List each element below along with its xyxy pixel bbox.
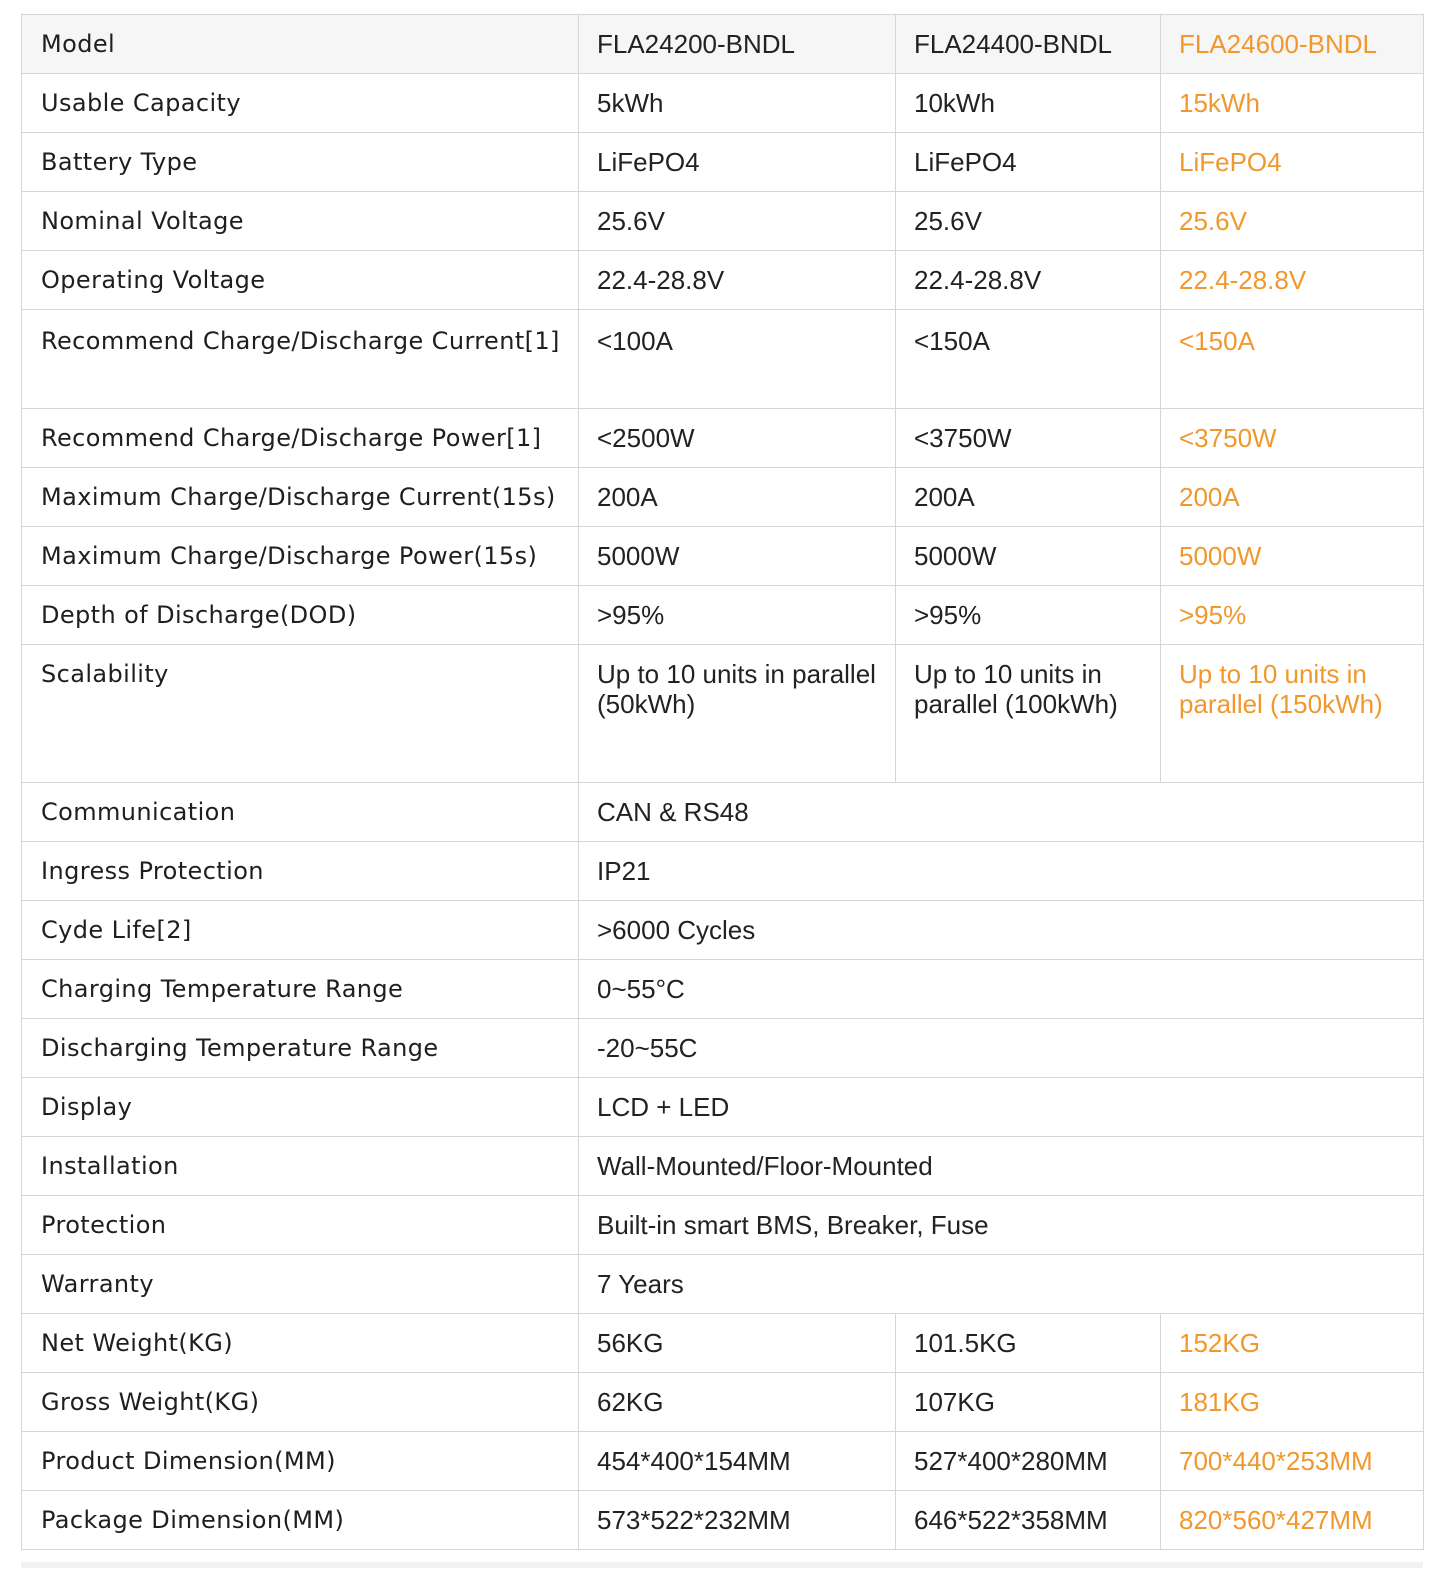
- cell: >95%: [579, 586, 896, 645]
- header-label: Model: [22, 15, 579, 74]
- bottom-divider: [21, 1562, 1423, 1568]
- cell-highlight: 820*560*427MM: [1161, 1491, 1424, 1550]
- cell: 527*400*280MM: [896, 1432, 1161, 1491]
- row-label: Scalability: [22, 645, 579, 783]
- cell-highlight: 22.4-28.8V: [1161, 251, 1424, 310]
- row-label: Discharging Temperature Range: [22, 1019, 579, 1078]
- cell: 62KG: [579, 1373, 896, 1432]
- row-label: Ingress Protection: [22, 842, 579, 901]
- model-2: FLA24400-BNDL: [896, 15, 1161, 74]
- cell-merged: >6000 Cycles: [579, 901, 1424, 960]
- cell-highlight: 152KG: [1161, 1314, 1424, 1373]
- cell-highlight: <3750W: [1161, 409, 1424, 468]
- row-label: Display: [22, 1078, 579, 1137]
- table-row: [22, 1491, 1424, 1550]
- cell: 200A: [896, 468, 1161, 527]
- table-row: [22, 310, 1424, 409]
- cell: Up to 10 units in parallel (100kWh): [896, 645, 1161, 783]
- table-row: [22, 1137, 1424, 1196]
- cell-merged: CAN & RS48: [579, 783, 1424, 842]
- cell: 22.4-28.8V: [896, 251, 1161, 310]
- table-row: [22, 133, 1424, 192]
- table-row: [22, 74, 1424, 133]
- cell: 101.5KG: [896, 1314, 1161, 1373]
- table-row: [22, 409, 1424, 468]
- cell: 10kWh: [896, 74, 1161, 133]
- table-row: [22, 192, 1424, 251]
- cell-highlight: 25.6V: [1161, 192, 1424, 251]
- row-label: Gross Weight(KG): [22, 1373, 579, 1432]
- row-label: Battery Type: [22, 133, 579, 192]
- cell: >95%: [896, 586, 1161, 645]
- cell: 56KG: [579, 1314, 896, 1373]
- cell: Up to 10 units in parallel (50kWh): [579, 645, 896, 783]
- row-label: Depth of Discharge(DOD): [22, 586, 579, 645]
- cell-merged: 0~55°C: [579, 960, 1424, 1019]
- row-label: Recommend Charge/Discharge Power[1]: [22, 409, 579, 468]
- table-row: [22, 960, 1424, 1019]
- cell-merged: Built-in smart BMS, Breaker, Fuse: [579, 1196, 1424, 1255]
- cell: 25.6V: [896, 192, 1161, 251]
- table-row: [22, 1078, 1424, 1137]
- cell-highlight: LiFePO4: [1161, 133, 1424, 192]
- cell-merged: 7 Years: [579, 1255, 1424, 1314]
- cell: 454*400*154MM: [579, 1432, 896, 1491]
- row-label: Maximum Charge/Discharge Current(15s): [22, 468, 579, 527]
- row-label: Protection: [22, 1196, 579, 1255]
- table-row: [22, 1255, 1424, 1314]
- cell: 646*522*358MM: [896, 1491, 1161, 1550]
- cell: 5000W: [579, 527, 896, 586]
- cell-merged: LCD + LED: [579, 1078, 1424, 1137]
- cell: 25.6V: [579, 192, 896, 251]
- table-row: [22, 468, 1424, 527]
- table-row: [22, 645, 1424, 783]
- cell: 5kWh: [579, 74, 896, 133]
- table-row: [22, 1373, 1424, 1432]
- table-row: [22, 251, 1424, 310]
- table-row: [22, 842, 1424, 901]
- table-row: [22, 1196, 1424, 1255]
- row-label: Product Dimension(MM): [22, 1432, 579, 1491]
- row-label: Warranty: [22, 1255, 579, 1314]
- cell: LiFePO4: [896, 133, 1161, 192]
- cell: <3750W: [896, 409, 1161, 468]
- cell-highlight: Up to 10 units in parallel (150kWh): [1161, 645, 1424, 783]
- cell-highlight: 700*440*253MM: [1161, 1432, 1424, 1491]
- table-row: [22, 1432, 1424, 1491]
- model-3: FLA24600-BNDL: [1161, 15, 1424, 74]
- row-label: Maximum Charge/Discharge Power(15s): [22, 527, 579, 586]
- cell-highlight: 15kWh: [1161, 74, 1424, 133]
- cell: <2500W: [579, 409, 896, 468]
- cell: LiFePO4: [579, 133, 896, 192]
- row-label: Operating Voltage: [22, 251, 579, 310]
- row-label: Charging Temperature Range: [22, 960, 579, 1019]
- row-label: Installation: [22, 1137, 579, 1196]
- row-label: Package Dimension(MM): [22, 1491, 579, 1550]
- cell: 22.4-28.8V: [579, 251, 896, 310]
- cell-merged: IP21: [579, 842, 1424, 901]
- cell: 107KG: [896, 1373, 1161, 1432]
- table-header-row: [22, 15, 1424, 74]
- cell-highlight: <150A: [1161, 310, 1424, 409]
- cell: 5000W: [896, 527, 1161, 586]
- cell: 573*522*232MM: [579, 1491, 896, 1550]
- model-1: FLA24200-BNDL: [579, 15, 896, 74]
- row-label: Communication: [22, 783, 579, 842]
- cell-merged: Wall-Mounted/Floor-Mounted: [579, 1137, 1424, 1196]
- cell-highlight: >95%: [1161, 586, 1424, 645]
- table-row: [22, 1314, 1424, 1373]
- cell-highlight: 200A: [1161, 468, 1424, 527]
- row-label: Usable Capacity: [22, 74, 579, 133]
- row-label: Nominal Voltage: [22, 192, 579, 251]
- cell: <150A: [896, 310, 1161, 409]
- table-row: [22, 586, 1424, 645]
- table-row: [22, 783, 1424, 842]
- cell-highlight: 181KG: [1161, 1373, 1424, 1432]
- row-label: Cyde Life[2]: [22, 901, 579, 960]
- table-row: [22, 527, 1424, 586]
- cell: <100A: [579, 310, 896, 409]
- row-label: Net Weight(KG): [22, 1314, 579, 1373]
- cell-highlight: 5000W: [1161, 527, 1424, 586]
- spec-table: [21, 14, 1424, 1550]
- cell-merged: -20~55C: [579, 1019, 1424, 1078]
- cell: 200A: [579, 468, 896, 527]
- table-row: [22, 901, 1424, 960]
- table-row: [22, 1019, 1424, 1078]
- row-label: Recommend Charge/Discharge Current[1]: [22, 310, 579, 409]
